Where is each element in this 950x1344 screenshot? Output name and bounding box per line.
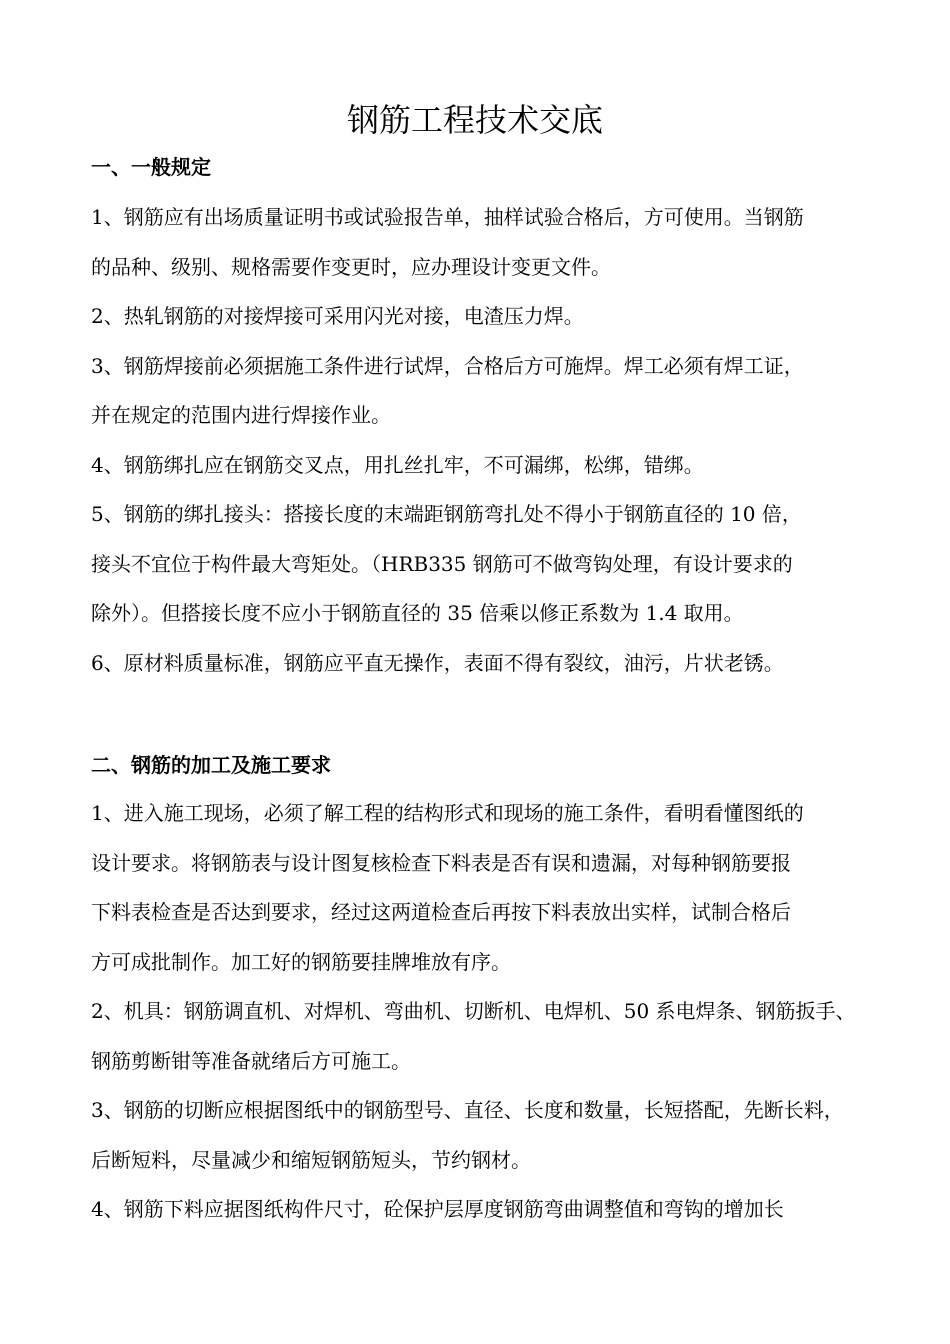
paragraph-line: 4、钢筋下料应据图纸构件尺寸，砼保护层厚度钢筋弯曲调整值和弯钩的增加长 xyxy=(91,1197,784,1221)
paragraph-line: 2、机具：钢筋调直机、对焊机、弯曲机、切断机、电焊机、50 系电焊条、钢筋扳手、 xyxy=(91,999,856,1023)
paragraph-line: 并在规定的范围内进行焊接作业。 xyxy=(91,403,391,427)
paragraph-line: 的品种、级别、规格需要作变更时，应办理设计变更文件。 xyxy=(91,255,611,279)
paragraph-line: 2、热轧钢筋的对接焊接可采用闪光对接，电渣压力焊。 xyxy=(91,304,584,328)
paragraph-line: 钢筋剪断钳等准备就绪后方可施工。 xyxy=(91,1049,411,1073)
paragraph-line: 后断短料，尽量减少和缩短钢筋短头，节约钢材。 xyxy=(91,1148,531,1172)
document-title: 钢筋工程技术交底 xyxy=(346,101,603,139)
paragraph-line: 3、钢筋焊接前必须据施工条件进行试焊，合格后方可施焊。焊工必须有焊工证， xyxy=(91,354,804,378)
paragraph-line: 1、进入施工现场，必须了解工程的结构形式和现场的施工条件，看明看懂图纸的 xyxy=(91,801,804,825)
paragraph-line: 接头不宜位于构件最大弯矩处。（HRB335 钢筋可不做弯钩处理，有设计要求的 xyxy=(91,552,793,576)
section-heading-general: 一、一般规定 xyxy=(91,155,211,179)
paragraph-line: 下料表检查是否达到要求，经过这两道检查后再按下料表放出实样，试制合格后 xyxy=(91,900,791,924)
paragraph-line: 设计要求。将钢筋表与设计图复核检查下料表是否有误和遗漏，对每种钢筋要报 xyxy=(91,851,791,875)
paragraph-line: 1、钢筋应有出场质量证明书或试验报告单，抽样试验合格后，方可使用。当钢筋 xyxy=(91,205,804,229)
paragraph-line: 4、钢筋绑扎应在钢筋交叉点，用扎丝扎牢，不可漏绑，松绑，错绑。 xyxy=(91,453,704,477)
paragraph-line: 方可成批制作。加工好的钢筋要挂牌堆放有序。 xyxy=(91,950,511,974)
paragraph-line: 5、钢筋的绑扎接头：搭接长度的末端距钢筋弯扎处不得小于钢筋直径的 10 倍， xyxy=(91,502,802,526)
paragraph-line: 6、原材料质量标准，钢筋应平直无操作，表面不得有裂纹，油污，片状老锈。 xyxy=(91,651,784,675)
section-heading-processing: 二、钢筋的加工及施工要求 xyxy=(91,753,331,777)
paragraph-line: 3、钢筋的切断应根据图纸中的钢筋型号、直径、长度和数量，长短搭配，先断长料， xyxy=(91,1098,844,1122)
paragraph-line: 除外）。但搭接长度不应小于钢筋直径的 35 倍乘以修正系数为 1.4 取用。 xyxy=(91,601,744,625)
